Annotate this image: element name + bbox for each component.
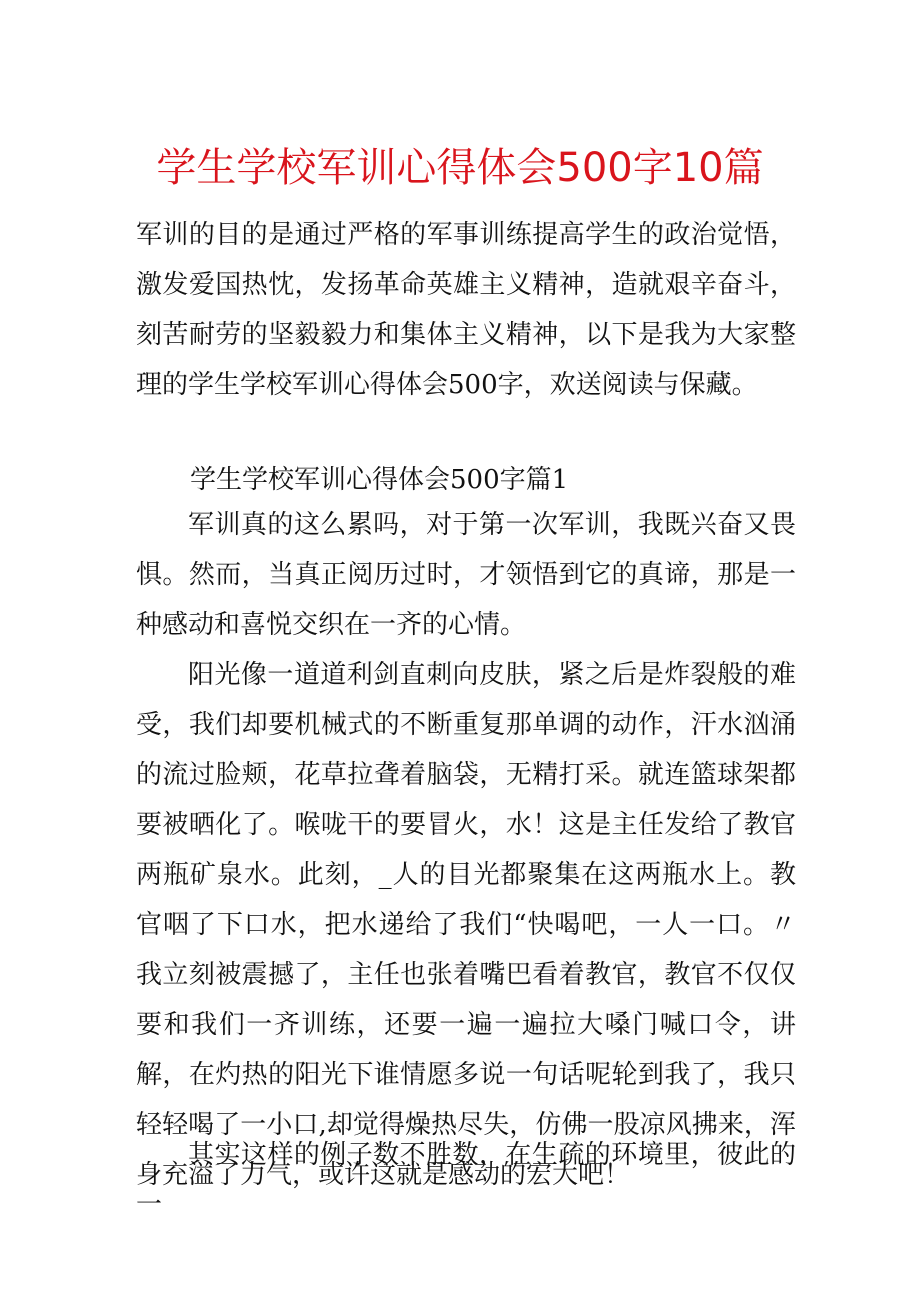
intro-paragraph: 军训的目的是通过严格的军事训练提高学生的政治觉悟，激发爱国热忱，发扬革命英雄主义精神，造就艰辛奋斗，刻苦耐劳的坚毅毅力和集体主义精神，以下是我为大家整理的学生学校军训心得体会500字，欢送阅读与保藏。 [136,220,796,400]
body-paragraph: 阳光像一道道利剑直刺向皮肤，紧之后是炸裂般的难受，我们却要机械式的不断重复那单调的动作，汗水汹涌的流过脸颊，花草拉聋着脑袋，无精打采。就连篮球架都要被晒化了。喉咙干的要冒火，水！这是主任发给了教官两瓶矿泉水。此刻，_人的目光都聚集在这两瓶水上。教官咽了下口水，把水递给了我们“快喝吧，一人一口。〃我立刻被震撼了，主任也张着嘴巴看着教官，教官不仅仅要和我们一齐训练，还要一遍一遍拉大嗓门喊口令，讲解，在灼热的阳光下谁情愿多说一句话呢轮到我了，我只轻轻喝了一小口,却觉得燥热尽失，仿佛一股凉风拂来，浑身充溢了力气，或许这就是感动的宏大吧！ [136,660,796,1190]
body-paragraph: 军训真的这么累吗，对于第一次军训，我既兴奋又畏惧。然而，当真正阅历过时，才领悟到它的真谛，那是一种感动和喜悦交织在一齐的心情。 [136,510,796,640]
section-heading: 学生学校军训心得体会500字篇1 [190,465,569,495]
body-paragraph: 其实这样的例子数不胜数，在生疏的环境里，彼此的一 [136,1140,796,1220]
document-title: 学生学校军训心得体会500字10篇 [156,145,764,191]
